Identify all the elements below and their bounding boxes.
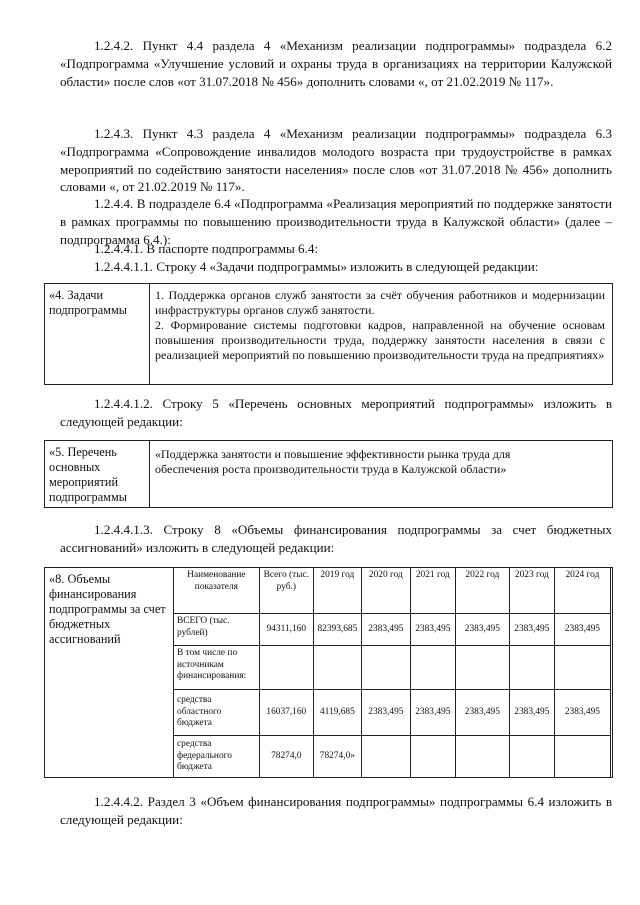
empty-cell: [455, 646, 509, 690]
row-total-2019: 82393,685: [313, 614, 361, 646]
row-5-label: «5. Перечень основных мероприятий подпрограммы: [49, 445, 127, 504]
row-4-label: «4. Задачи подпрограммы: [49, 288, 127, 317]
header-2021: 2021 год: [410, 568, 455, 614]
row-4-table: [44, 283, 613, 385]
header-2020: 2020 год: [361, 568, 410, 614]
row-federal-sum: 78274,0: [259, 736, 313, 778]
row-total-2021: 2383,495: [410, 614, 455, 646]
row-5-table: [44, 440, 613, 508]
financing-table: [173, 567, 611, 778]
header-2019: 2019 год: [313, 568, 361, 614]
row-total-2024: 2383,495: [554, 614, 610, 646]
paragraph-1-2-4-4: 1.2.4.4. В подразделе 6.4 «Подпрограмма «Реализация мероприятий по поддержке занятости в рамках программы по повышению производительности труда в Калужской области» (далее – подпрограмма 6.4.):: [60, 196, 612, 247]
row-8-label: «8. Объемы финансирования подпрограммы за счет бюджетных ассигнований: [49, 572, 166, 646]
row-regional-2020: 2383,495: [361, 690, 410, 736]
empty-cell: [554, 736, 610, 778]
empty-cell: [361, 736, 410, 778]
empty-cell: [554, 646, 610, 690]
row-total-label: ВСЕГО (тыс. рублей): [174, 614, 260, 646]
table-row: [174, 736, 611, 778]
row-regional-sum: 16037,160: [259, 690, 313, 736]
row-total-sum: 94311,160: [259, 614, 313, 646]
table-row: [174, 690, 611, 736]
row-4-item-1: 1. Поддержка органов служб занятости за счёт обучения работников и модернизации инфраструктуры органов служб занятости.: [155, 288, 605, 317]
empty-cell: [259, 646, 313, 690]
row-4-divider: [149, 284, 150, 384]
empty-cell: [313, 646, 361, 690]
row-sources-label: В том числе по источникам финансирования:: [174, 646, 260, 690]
table-row: [174, 646, 611, 690]
header-2023: 2023 год: [509, 568, 554, 614]
paragraph-1-2-4-2: 1.2.4.2. Пункт 4.4 раздела 4 «Механизм реализации подпрограммы» подраздела 6.2 «Подпрограмма «Улучшение условий и охраны труда в организациях на территории Калужской области» после слов «от 31.07.2018 № 456» дополнить словами «, от 21.02.2019 № 117».: [60, 38, 612, 89]
row-4-item-2: 2. Формирование системы подготовки кадров, направленной на обучение основам повышения производительности труда, поддержку занятости населения в связи с реализацией мероприятий по повышению производительности труда на предприятиях»: [155, 318, 605, 362]
row-regional-2024: 2383,495: [554, 690, 610, 736]
row-5-text: «Поддержка занятости и повышение эффективности рынка труда для обеспечения роста производительности труда в Калужской области»: [155, 447, 511, 476]
paragraph-1-2-4-4-1-1: 1.2.4.4.1.1. Строку 4 «Задачи подпрограммы» изложить в следующей редакции:: [94, 259, 539, 274]
paragraph-1-2-4-4-1-3: 1.2.4.4.1.3. Строку 8 «Объемы финансирования подпрограммы за счет бюджетных ассигнований» изложить в следующей редакции:: [60, 522, 612, 555]
row-5-divider: [149, 441, 150, 507]
header-indicator: Наименование показателя: [174, 568, 260, 614]
empty-cell: [410, 646, 455, 690]
empty-cell: [361, 646, 410, 690]
paragraph-1-2-4-4-1: 1.2.4.4.1. В паспорте подпрограммы 6.4:: [94, 241, 319, 256]
row-regional-2021: 2383,495: [410, 690, 455, 736]
paragraph-1-2-4-3: 1.2.4.3. Пункт 4.3 раздела 4 «Механизм реализации подпрограммы» подраздела 6.3 «Подпрограмма «Сопровождение инвалидов молодого возраста при трудоустройстве в рамках мероприятий по содействию занятости населения» после слов «от 31.07.2018 № 456» дополнить словами «, от 21.02.2019 № 117».: [60, 126, 612, 195]
row-federal-2019: 78274,0»: [313, 736, 361, 778]
header-2024: 2024 год: [554, 568, 610, 614]
row-regional-label: средства областного бюджета: [174, 690, 260, 736]
header-2022: 2022 год: [455, 568, 509, 614]
row-total-2022: 2383,495: [455, 614, 509, 646]
row-federal-label: средства федерального бюджета: [174, 736, 260, 778]
empty-cell: [455, 736, 509, 778]
paragraph-1-2-4-4-2: 1.2.4.4.2. Раздел 3 «Объем финансирования подпрограммы» подпрограммы 6.4 изложить в следующей редакции:: [60, 794, 612, 827]
empty-cell: [509, 646, 554, 690]
row-total-2020: 2383,495: [361, 614, 410, 646]
empty-cell: [410, 736, 455, 778]
empty-cell: [509, 736, 554, 778]
financing-header-row: [174, 568, 611, 614]
row-regional-2022: 2383,495: [455, 690, 509, 736]
paragraph-1-2-4-4-1-2: 1.2.4.4.1.2. Строку 5 «Перечень основных мероприятий подпрограммы» изложить в следующей редакции:: [60, 396, 612, 429]
row-total-2023: 2383,495: [509, 614, 554, 646]
header-total: Всего (тыс. руб.): [259, 568, 313, 614]
row-regional-2023: 2383,495: [509, 690, 554, 736]
row-regional-2019: 4119,685: [313, 690, 361, 736]
table-row: [174, 614, 611, 646]
